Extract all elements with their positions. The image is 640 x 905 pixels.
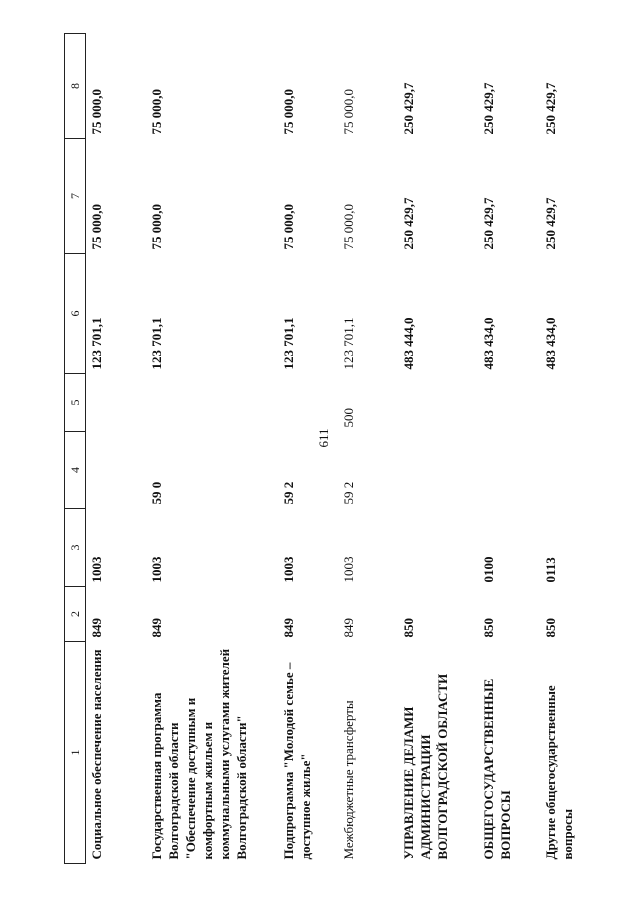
cell-c3: 1003 [281,556,296,583]
cell-c5 [146,374,278,432]
cell-c7: 75 000,0 [341,204,356,250]
cell-c6: 123 701,1 [89,317,104,370]
cell-c6: 123 701,1 [149,317,164,370]
cell-c5 [398,374,478,432]
cell-c3: 1003 [341,556,356,583]
cell-c3: 0100 [481,556,496,583]
cell-c4: 59 0 [149,481,164,505]
cell-c8: 250 429,7 [481,82,496,135]
row-name: Государственная программа Волгоградской области "Обеспечение доступным и комфортным жильем и коммунальными услугами жителей Волгоградской области" [149,648,249,860]
table-row [478,34,540,864]
cell-c8: 75 000,0 [281,89,296,135]
cell-c7: 75 000,0 [89,204,104,250]
cell-c3: 0113 [543,557,558,583]
cell-c6: 123 701,1 [341,317,356,370]
cell-c2: 849 [149,618,164,638]
header-cell: 6 [65,254,86,374]
cell-c5: 500 [341,408,356,428]
cell-c7: 75 000,0 [149,204,164,250]
header-cell: 4 [65,432,86,509]
cell-c4 [540,432,604,509]
cell-c2: 849 [281,618,296,638]
budget-table-rotated [64,34,624,864]
header-row [65,34,86,864]
row-name: Другие общегосударственные вопросы [543,685,575,860]
cell-c2: 850 [401,618,416,638]
cell-c3: 1003 [89,556,104,583]
cell-c8: 75 000,0 [341,89,356,135]
cell-c2: 849 [89,618,104,638]
cell-c8: 75 000,0 [149,89,164,135]
cell-c2: 849 [341,618,356,638]
cell-c4 [398,432,478,509]
cell-c4: 59 2 [281,481,296,505]
cell-c8: 250 429,7 [401,82,416,135]
cell-c8: 75 000,0 [89,89,104,135]
header-cell: 2 [65,587,86,642]
cell-c5 [86,374,147,432]
cell-c4 [478,432,540,509]
cell-c2: 850 [481,618,496,638]
cell-c3 [398,509,478,587]
row-name: Подпрограмма "Молодой семье – доступное жилье" [281,662,313,860]
row-name: ОБЩЕГОСУДАРСТВЕННЫЕ ВОПРОСЫ [481,678,513,860]
cell-c6: 483 434,0 [481,317,496,370]
page-number: 611 [316,428,331,448]
table-row [540,34,604,864]
header-cell: 7 [65,139,86,254]
cell-c7: 250 429,7 [543,197,558,250]
row-name: Межбюджетные трансферты [341,700,356,860]
table-row [398,34,478,864]
table-row [86,34,147,864]
cell-c2: 850 [543,618,558,638]
cell-c5 [278,374,338,432]
cell-c4: 59 2 [341,481,356,505]
header-cell: 3 [65,509,86,587]
cell-c6: 483 444,0 [401,317,416,370]
cell-c5 [478,374,540,432]
header-cell: 8 [65,34,86,139]
budget-table [64,33,604,864]
table-row [278,34,338,864]
cell-c4 [86,432,147,509]
cell-c7: 75 000,0 [281,204,296,250]
cell-c7: 250 429,7 [401,197,416,250]
cell-c6: 123 701,1 [281,317,296,370]
cell-c5 [540,374,604,432]
cell-c7: 250 429,7 [481,197,496,250]
table-row [146,34,278,864]
table-row [338,34,398,864]
cell-c3: 1003 [149,556,164,583]
header-cell: 1 [65,642,86,864]
header-cell: 5 [65,374,86,432]
row-name: УПРАВЛЕНИЕ ДЕЛАМИ АДМИНИСТРАЦИИ ВОЛГОГРАДСКОЙ ОБЛАСТИ [401,673,450,860]
cell-c6: 483 434,0 [543,317,558,370]
row-name: Социальное обеспечение населения [89,649,104,860]
cell-c8: 250 429,7 [543,82,558,135]
